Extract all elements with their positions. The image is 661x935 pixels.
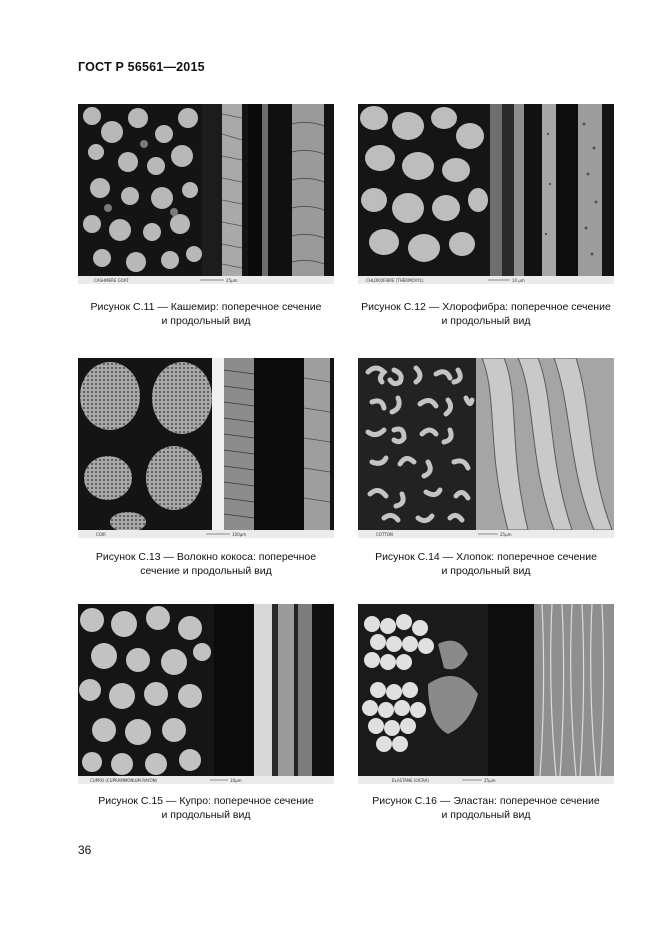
scale-label: 10 µm [512, 278, 525, 283]
micro-label: CUPRO (CUPRAMMONIUM RAYON) [90, 778, 158, 783]
caption-line-2: и продольный вид [441, 565, 531, 577]
caption-line-1: Рисунок С.16 — Эластан: поперечное сечение [372, 795, 600, 807]
scale-label: 25µm [500, 532, 512, 537]
micrograph-coir [78, 358, 334, 538]
caption-line-2: и продольный вид [161, 315, 251, 327]
micrograph-cupro [78, 604, 334, 784]
caption-line-1: Рисунок С.14 — Хлопок: поперечное сечение [375, 551, 597, 563]
caption-line-2: и продольный вид [441, 809, 531, 821]
micro-label: CASHMERE GOAT [94, 278, 129, 283]
scale-label: 100µm [232, 532, 247, 537]
micro-label: COIR [96, 532, 106, 537]
scale-label: 25µm [484, 778, 496, 783]
caption-line-1: Рисунок С.13 — Волокно кокоса: поперечное [95, 551, 317, 563]
figure-caption [68, 550, 344, 578]
caption-line-1: Рисунок С.15 — Купро: поперечное сечение [98, 795, 314, 807]
figure-caption [68, 300, 344, 328]
caption-line-1: Рисунок С.11 — Кашемир: поперечное сечение [90, 301, 322, 313]
micrograph-cotton [358, 358, 614, 538]
figure-caption [348, 550, 624, 578]
micro-label: COTTON [376, 532, 393, 537]
scale-label: 10µm [230, 778, 242, 783]
page-number: 36 [78, 843, 92, 857]
figure-caption [68, 794, 344, 822]
micro-label: ELASTANE (LYCRA) [392, 778, 429, 783]
micrograph-elastane [358, 604, 614, 784]
caption-line-1: Рисунок С.12 — Хлорофибра: поперечное сечение [361, 301, 611, 313]
micro-label: CHLOROFIBRE (THERMOVYL) [366, 278, 424, 283]
document-header: ГОСТ Р 56561—2015 [78, 60, 205, 74]
scale-label: 25µm [226, 278, 238, 283]
caption-line-2: и продольный вид [441, 315, 531, 327]
figure-caption [348, 794, 624, 822]
caption-line-2: и продольный вид [161, 809, 251, 821]
micrograph-cashmere [78, 104, 334, 284]
micrograph-chlorofibre [358, 104, 614, 284]
figure-caption [348, 300, 624, 328]
caption-line-2: сечение и продольный вид [140, 565, 272, 577]
